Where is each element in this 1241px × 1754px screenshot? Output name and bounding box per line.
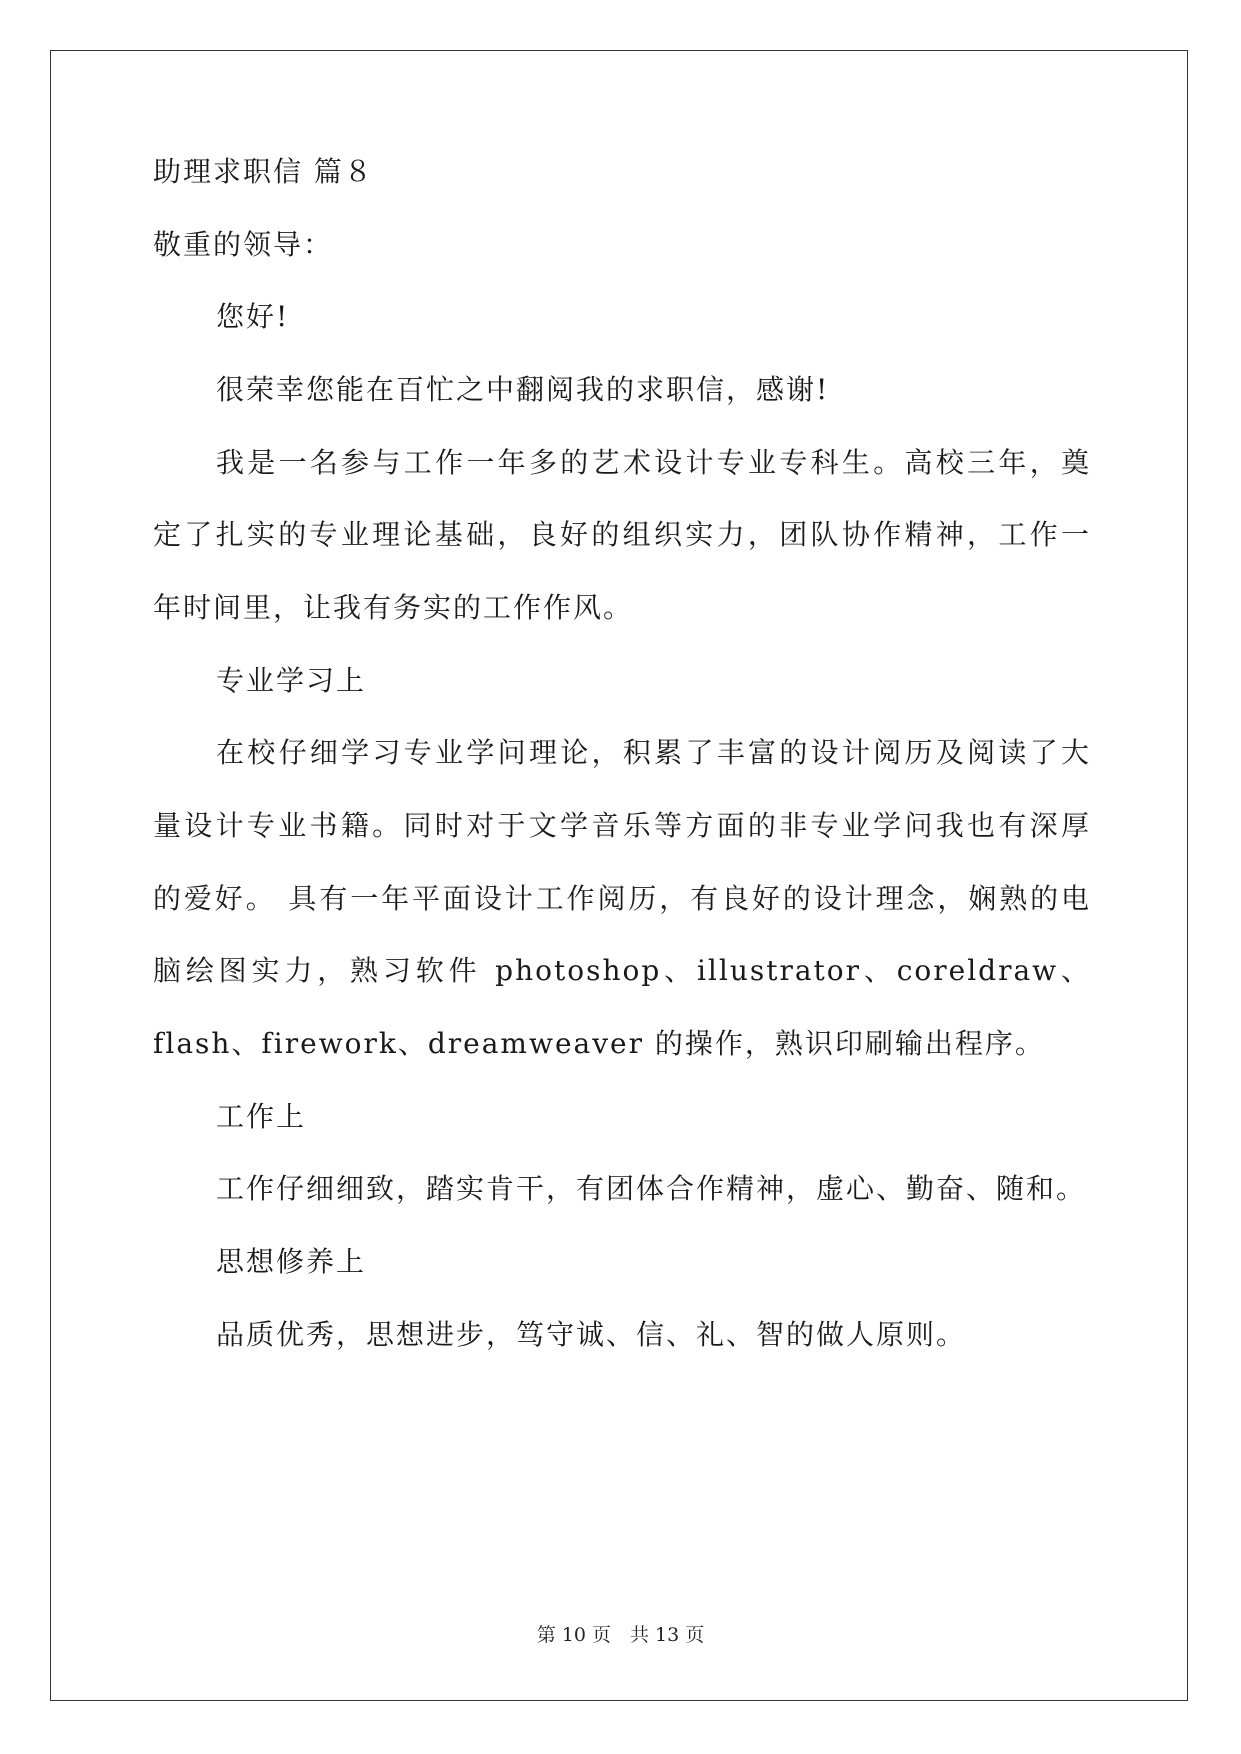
paragraph-intro-line-1: 我是一名参与工作一年多的艺术设计专业专科生。高校三年，奠 bbox=[216, 446, 1091, 479]
paragraph-study-line-4: 脑绘图实力，熟习软件 photoshop、illustrator、coreldraw、 bbox=[153, 954, 1091, 987]
paragraph-mind: 品质优秀，思想进步，笃守诚、信、礼、智的做人原则。 bbox=[216, 1318, 967, 1351]
paragraph-thanks: 很荣幸您能在百忙之中翻阅我的求职信，感谢! bbox=[216, 373, 830, 406]
paragraph-study-line-5: flash、firework、dreamweaver 的操作，熟识印刷输出程序。 bbox=[153, 1027, 1045, 1060]
paragraph-work: 工作仔细细致，踏实肯干，有团体合作精神，虚心、勤奋、随和。 bbox=[216, 1172, 1087, 1205]
document-title: 助理求职信 篇８ bbox=[153, 155, 374, 188]
page-number-footer: 第 10 页 共 13 页 bbox=[536, 1624, 705, 1646]
heading-study: 专业学习上 bbox=[216, 664, 367, 697]
paragraph-study-line-3: 的爱好。 具有一年平面设计工作阅历，有良好的设计理念，娴熟的电 bbox=[153, 882, 1091, 915]
paragraph-intro-line-3: 年时间里，让我有务实的工作作风。 bbox=[153, 591, 634, 624]
salutation: 敬重的领导： bbox=[153, 228, 334, 261]
heading-mind: 思想修养上 bbox=[216, 1245, 367, 1278]
paragraph-study-line-2: 量设计专业书籍。同时对于文学音乐等方面的非专业学问我也有深厚 bbox=[153, 809, 1091, 842]
heading-work: 工作上 bbox=[216, 1100, 307, 1133]
greeting: 您好! bbox=[216, 300, 290, 333]
paragraph-intro-line-2: 定了扎实的专业理论基础，良好的组织实力，团队协作精神，工作一 bbox=[153, 518, 1091, 551]
paragraph-study-line-1: 在校仔细学习专业学问理论，积累了丰富的设计阅历及阅读了大 bbox=[216, 736, 1091, 769]
